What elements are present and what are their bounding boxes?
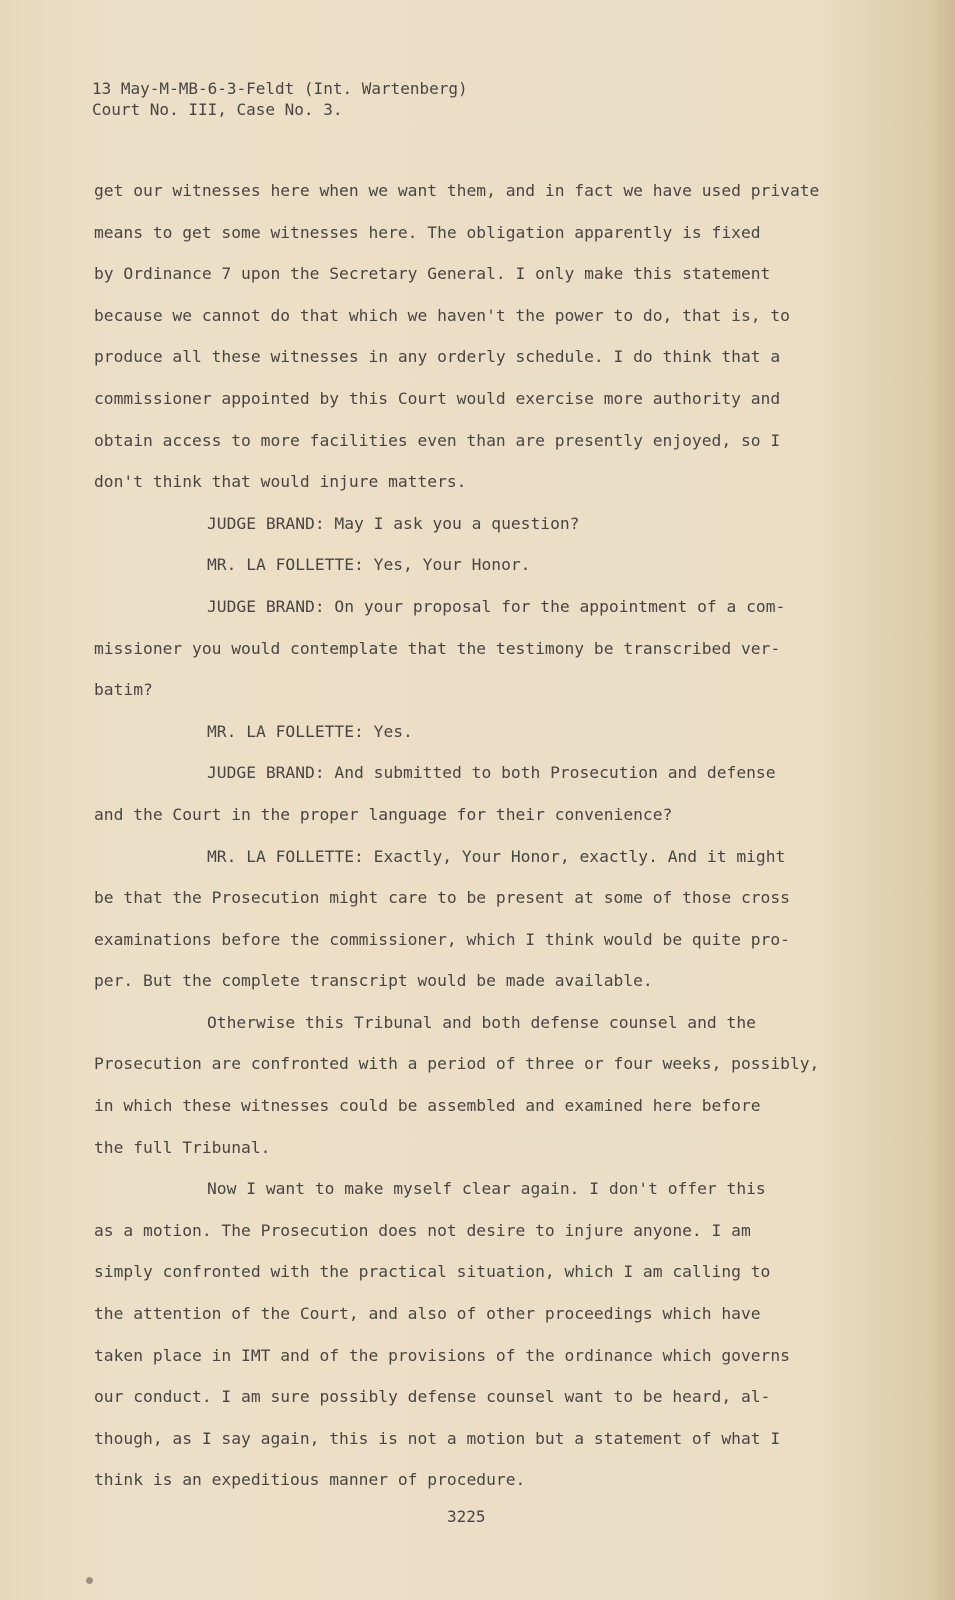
text-line: Prosecution are confronted with a period of three or four weeks, possibly, [94,1054,820,1074]
punch-hole-mark [86,1577,93,1584]
text-line: taken place in IMT and of the provisions of the ordinance which governs [94,1345,790,1365]
text-line: batim? [94,680,153,700]
paragraph-start-line: Otherwise this Tribunal and both defense counsel and the [207,1012,756,1032]
text-line: commissioner appointed by this Court would exercise more authority and [94,388,781,408]
text-line: by Ordinance 7 upon the Secretary General. I only make this statement [94,264,771,284]
transcript-body [94,179,854,1510]
text-line: think is an expeditious manner of procedure. [94,1470,526,1490]
text-line: obtain access to more facilities even than are presently enjoyed, so I [94,430,781,450]
text-line: the full Tribunal. [94,1137,271,1157]
speaker-line: JUDGE BRAND: May I ask you a question? [207,513,580,533]
speaker-line: JUDGE BRAND: And submitted to both Prosecution and defense [207,763,776,783]
text-line: be that the Prosecution might care to be present at some of those cross [94,888,790,908]
text-line: examinations before the commissioner, which I think would be quite pro- [94,929,790,949]
text-line: and the Court in the proper language for their convenience? [94,804,673,824]
text-line: missioner you would contemplate that the testimony be transcribed ver- [94,638,781,658]
text-line: don't think that would injure matters. [94,472,467,492]
text-line: means to get some witnesses here. The obligation apparently is fixed [94,222,761,242]
text-line: the attention of the Court, and also of other proceedings which have [94,1304,761,1324]
header-line-1: 13 May-M-MB-6-3-Feldt (Int. Wartenberg) [92,79,468,98]
text-line: in which these witnesses could be assembled and examined here before [94,1096,761,1116]
page-header [92,78,468,120]
text-line: because we cannot do that which we haven't the power to do, that is, to [94,305,790,325]
page-number: 3225 [447,1507,486,1526]
text-line: get our witnesses here when we want them, and in fact we have used private [94,181,820,200]
speaker-line: MR. LA FOLLETTE: Yes, Your Honor. [207,555,531,575]
text-line: simply confronted with the practical situation, which I am calling to [94,1262,771,1282]
paragraph-start-line: Now I want to make myself clear again. I don't offer this [207,1179,766,1199]
text-line: our conduct. I am sure possibly defense counsel want to be heard, al- [94,1387,771,1407]
text-line: as a motion. The Prosecution does not desire to injure anyone. I am [94,1220,751,1240]
speaker-line: MR. LA FOLLETTE: Exactly, Your Honor, exactly. And it might [207,846,786,866]
header-line-2: Court No. III, Case No. 3. [92,100,343,119]
text-line: per. But the complete transcript would be made available. [94,971,653,991]
speaker-line: MR. LA FOLLETTE: Yes. [207,721,413,741]
text-line: though, as I say again, this is not a motion but a statement of what I [94,1428,781,1448]
text-line: produce all these witnesses in any orderly schedule. I do think that a [94,347,781,367]
speaker-line: JUDGE BRAND: On your proposal for the appointment of a com- [207,596,786,616]
